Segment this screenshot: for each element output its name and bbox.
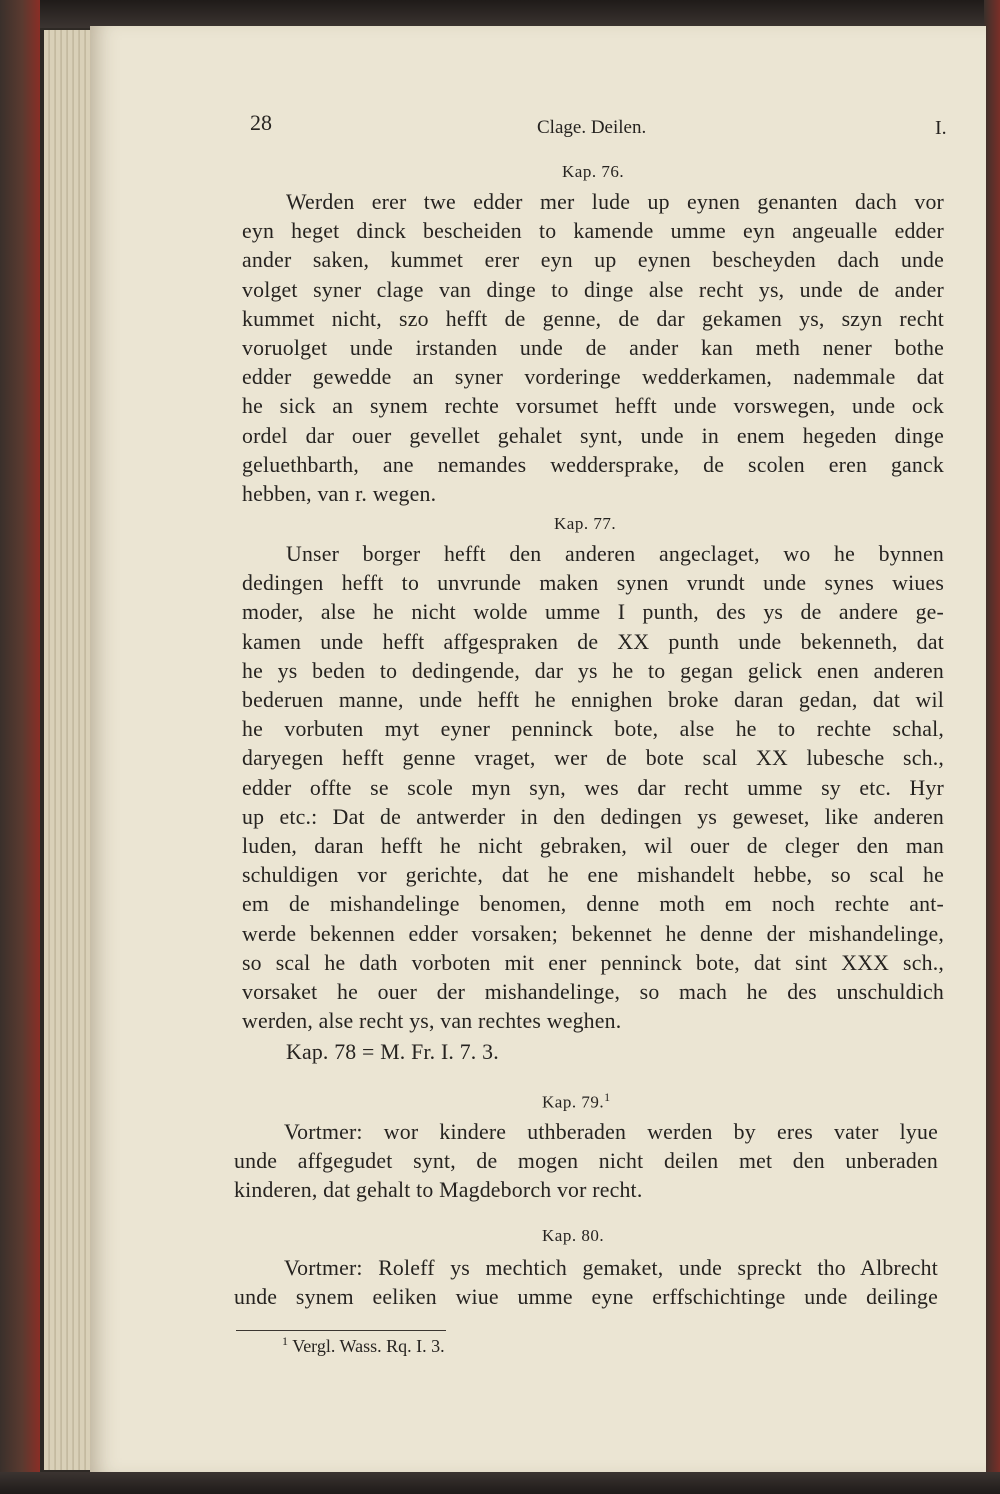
chapter-78-reference (242, 1038, 944, 1067)
text-line: dedingen hefft to unvrunde maken synen vrundt unde synes wiues (242, 571, 944, 596)
text-line: geluethbarth, ane nemandes weddersprake, de scolen eren ganck (242, 452, 944, 477)
text-line: werde bekennen edder vorsaken; bekennet he denne der mishandelinge, (242, 921, 944, 946)
text-line: ander saken, kummet erer eyn up eynen bescheyden dach unde (242, 248, 944, 273)
text-line: he ys beden to dedingende, dar ys he to gegan gelick enen anderen (242, 658, 944, 683)
text-line: moder, alse he nicht wolde umme I punth, des ys de andere ge- (242, 600, 944, 625)
footnote-reference-mark: 1 (604, 1090, 611, 1104)
text-line: daryegen hefft genne vraget, wer de bote scal XX lubesche sch., (242, 746, 944, 771)
text-line: Kap. 78 = M. Fr. I. 7. 3. (286, 1040, 499, 1064)
footnote-text: Vergl. Wass. Rq. I. 3. (292, 1336, 445, 1356)
chapter-heading-76: Kap. 76. (562, 162, 625, 181)
text-line: unde affgegudet synt, de mogen nicht deilen met den unberaden (234, 1149, 938, 1174)
text-line: werden, alse recht ys, van rechtes weghen. (242, 1009, 622, 1034)
chapter-heading-77: Kap. 77. (554, 514, 617, 533)
running-title: Clage. Deilen. (537, 117, 647, 138)
text-line: kamen unde hefft affgespraken de XX punth unde bekenneth, dat (242, 629, 944, 654)
text-line: Werden erer twe edder mer lude up eynen genanten dach vor (286, 190, 944, 214)
page-number: 28 (250, 110, 272, 135)
volume-number: I. (935, 117, 947, 139)
chapter-77-text (242, 540, 944, 1036)
text-line: unde synem eeliken wiue umme eyne erffschichtinge unde deilinge (234, 1285, 938, 1310)
chapter-79-heading-text: Kap. 79. (542, 1092, 605, 1112)
text-line: em de mishandelinge benomen, denne moth em noch rechte ant- (242, 892, 944, 917)
chapter-heading-79 (542, 1090, 611, 1113)
footnote-mark: 1 (282, 1334, 288, 1348)
text-line: he vorbuten myt eyner penninck bote, alse he to rechte schal, (242, 717, 944, 742)
text-line: he sick an synem rechte vorsumet hefft unde vorswegen, unde ock (242, 394, 944, 419)
book-page (90, 26, 986, 1472)
text-line: luden, daran hefft he nicht gebraken, wil ouer de cleger den man (242, 834, 944, 859)
chapter-79-text (234, 1118, 938, 1206)
text-line: vorsaket he ouer der mishandelinge, so mach he des unschuldich (242, 980, 944, 1005)
text-line: Vortmer: wor kindere uthberaden werden by eres vater lyue (284, 1120, 938, 1144)
text-line: schuldigen vor gerichte, dat he ene mishandelt hebbe, so scal he (242, 863, 944, 888)
text-line: ordel dar ouer gevellet gehalet synt, unde in enem hegeden dinge (242, 423, 944, 448)
chapter-80-text (234, 1254, 938, 1312)
text-line: hebben, van r. wegen. (242, 482, 437, 507)
text-line: Unser borger hefft den anderen angeclaget, wo he bynnen (286, 542, 944, 566)
text-line: so scal he dath vorboten mit ener penninck bote, dat sint XXX sch., (242, 950, 944, 975)
book-cover-top-edge (0, 0, 1000, 28)
running-header (250, 110, 950, 140)
text-line: eyn heget dinck bescheiden to kamende umme eyn angeualle edder (242, 219, 944, 244)
book-cover-left-edge (0, 0, 40, 1494)
text-line: edder offte se scole myn syn, wes dar recht umme sy etc. Hyr (242, 775, 944, 800)
text-line: kinderen, dat gehalt to Magdeborch vor recht. (234, 1178, 643, 1203)
book-cover-bottom-edge (0, 1472, 1000, 1494)
text-line: edder gewedde an syner vorderinge wedderkamen, nademmale dat (242, 365, 944, 390)
page-stack-edges (44, 30, 94, 1470)
chapter-heading-80: Kap. 80. (542, 1226, 605, 1245)
footnote (282, 1334, 445, 1357)
text-line: kummet nicht, szo hefft de genne, de dar gekamen ys, szyn recht (242, 306, 944, 331)
text-line: voruolget unde irstanden unde de ander kan meth nener bothe (242, 336, 944, 361)
text-line: volget syner clage van dinge to dinge alse recht ys, unde de ander (242, 277, 944, 302)
book-cover-right-edge (984, 0, 1000, 1494)
footnote-rule (236, 1330, 446, 1331)
text-line: up etc.: Dat de antwerder in den dedingen ys geweset, like anderen (242, 804, 944, 829)
text-line: Vortmer: Roleff ys mechtich gemaket, unde spreckt tho Albrecht (284, 1256, 938, 1280)
text-line: bederuen manne, unde hefft he ennighen broke daran gedan, dat wil (242, 688, 944, 713)
chapter-76-text (242, 188, 944, 509)
